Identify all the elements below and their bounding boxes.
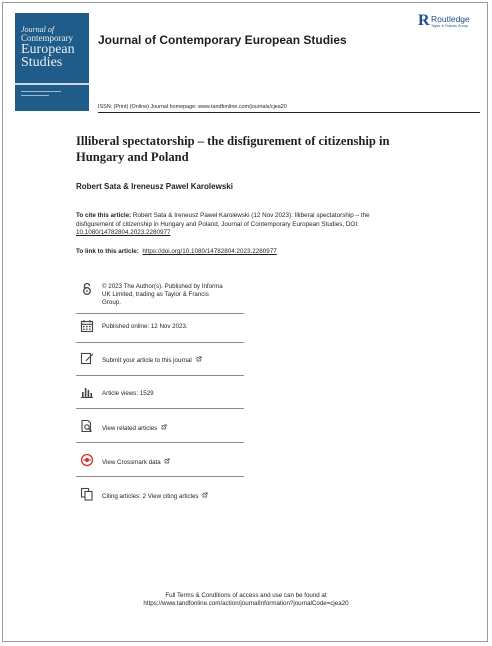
- view-related-articles-link[interactable]: View related articles: [102, 424, 167, 433]
- external-link-icon: [164, 458, 170, 464]
- row-separator: [76, 476, 244, 477]
- terms-footer: [0, 592, 492, 608]
- license-text: © 2023 The Author(s). Published by Informa UK Limited, trading as Taylor & Francis Group.: [102, 283, 223, 306]
- article-title: Illiberal spectatorship – the disfigurement of citizenship in Hungary and Poland: [76, 134, 390, 164]
- journal-title[interactable]: Journal of Contemporary European Studies: [98, 33, 347, 47]
- external-link-icon: [202, 492, 208, 498]
- row-separator: [76, 313, 244, 314]
- header-rule: [98, 112, 480, 113]
- link-block: [76, 248, 277, 255]
- brand-name: Routledge: [431, 14, 470, 24]
- calendar-icon: [80, 319, 94, 333]
- article-doi-link[interactable]: https://doi.org/10.1080/14782804.2023.2280977: [142, 248, 277, 255]
- citing-articles-icon: [80, 487, 94, 501]
- routledge-logo: [418, 12, 480, 34]
- row-separator: [76, 442, 244, 443]
- article-views: Article views: 1529: [102, 390, 154, 397]
- link-label: To link to this article:: [76, 248, 139, 255]
- cover-band: [21, 95, 49, 96]
- cover-band: [15, 83, 89, 85]
- bar-chart-icon: [80, 385, 94, 399]
- view-crossmark-link[interactable]: View Crossmark data: [102, 458, 170, 467]
- cite-label: To cite this article:: [76, 212, 132, 219]
- article-authors: Robert Sata & Ireneusz Pawel Karolewski: [76, 182, 233, 191]
- cite-doi-link[interactable]: 10.1080/14782804.2023.2280977: [76, 229, 171, 237]
- external-link-icon: [196, 356, 202, 362]
- cover-line-3: European Studies: [21, 42, 75, 70]
- terms-text: Full Terms & Conditions of access and use can be found at: [165, 592, 327, 599]
- journal-cover-image[interactable]: [15, 13, 89, 111]
- row-separator: [76, 375, 244, 376]
- cover-line-2: Contemporary: [21, 33, 73, 43]
- citation-block: [76, 212, 396, 238]
- published-date: Published online: 12 Nov 2023.: [102, 323, 188, 330]
- crossmark-icon: [80, 453, 94, 467]
- citing-articles-link[interactable]: Citing articles: 2 View citing articles: [102, 492, 208, 501]
- terms-url[interactable]: https://www.tandfonline.com/action/journalInformation?journalCode=cjea20: [143, 600, 349, 607]
- issn-homepage-line[interactable]: ISSN: (Print) (Online) Journal homepage: www.tandfonline.com/journals/cjea20: [98, 104, 287, 110]
- cite-text: Robert Sata & Ireneusz Pawel Karolewski (12 Nov 2023): Illiberal spectatorship – the disfigurement of citizenship in Hungary and Poland, Journal of Contemporary European Studies, DOI:: [76, 212, 370, 228]
- related-articles-icon: [80, 419, 94, 433]
- routledge-r-icon: R: [418, 12, 430, 29]
- edit-icon: [80, 351, 94, 365]
- row-separator: [76, 408, 244, 409]
- cover-line-1: Journal of: [21, 25, 55, 34]
- brand-subtitle: Taylor & Francis Group: [431, 24, 468, 28]
- submit-article-link[interactable]: Submit your article to this journal: [102, 356, 202, 365]
- external-link-icon: [161, 424, 167, 430]
- open-access-icon: [80, 282, 94, 296]
- row-separator: [76, 342, 244, 343]
- cover-band: [21, 91, 61, 92]
